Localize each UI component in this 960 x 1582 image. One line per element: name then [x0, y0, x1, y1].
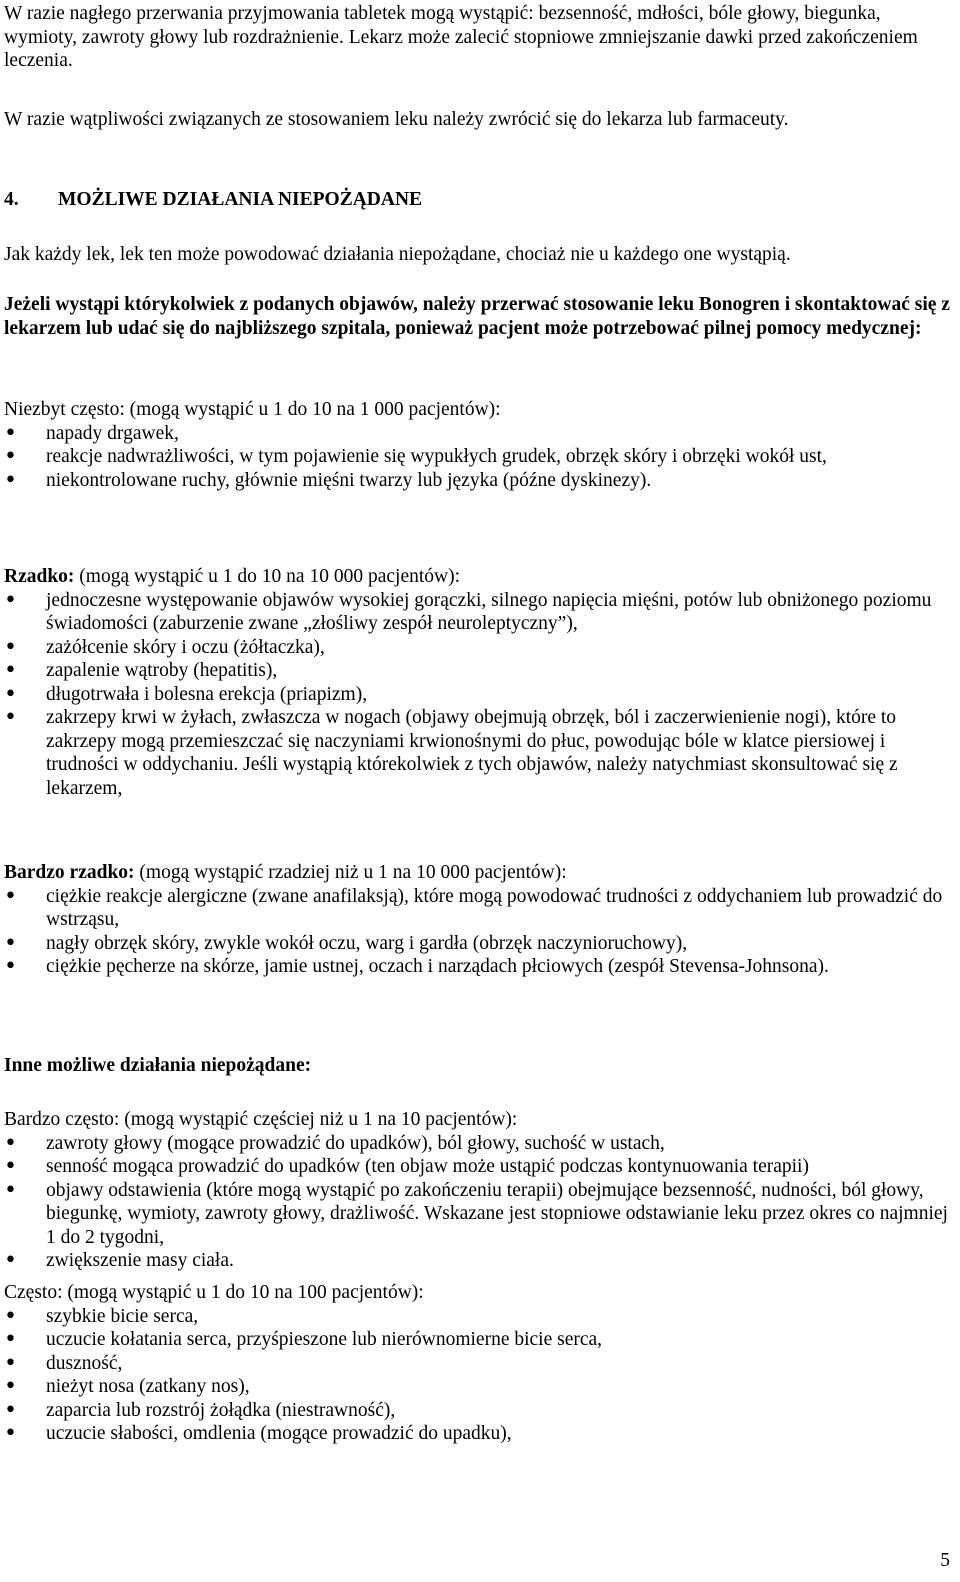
list-item: • uczucie kołatania serca, przyśpieszone lub nierównomierne bicie serca, [4, 1328, 954, 1352]
list-item: • zaparcia lub rozstrój żołądka (niestrawność), [4, 1399, 954, 1423]
page-number: 5 [940, 1550, 950, 1571]
rare-list [4, 589, 954, 801]
list-item: • zakrzepy krwi w żyłach, zwłaszcza w nogach (objawy obejmują obrzęk, ból i zaczerwienienie nogi), które to zakrzepy mogą przemieszczać się naczyniami krwionośnymi do płuc, powodując bóle w klatce piersiowej i trudności w oddychaniu. Jeśli wystąpią którekolwiek z tych objawów, należy natychmiast skonsultować się z lekarzem, [4, 706, 954, 800]
section-heading [4, 188, 954, 212]
uncommon-list [4, 422, 954, 493]
very-common-section [4, 1108, 954, 1273]
rare-heading [4, 565, 954, 589]
common-section [4, 1281, 954, 1446]
common-frequency: (mogą wystąpić u 1 do 10 na 100 pacjentów): [62, 1282, 424, 1303]
very-rare-section [4, 861, 954, 979]
section-title: MOŻLIWE DZIAŁANIA NIEPOŻĄDANE [58, 189, 423, 210]
list-item: • nagły obrzęk skóry, zwykle wokół oczu, warg i gardła (obrzęk naczynioruchowy), [4, 932, 954, 956]
very-rare-label: Bardzo rzadko: [4, 862, 135, 883]
rare-section [4, 565, 954, 800]
list-item: • zapalenie wątroby (hepatitis), [4, 659, 954, 683]
paragraph-withdrawal: W razie nagłego przerwania przyjmowania tabletek mogą wystąpić: bezsenność, mdłości, bóle głowy, biegunka, wymioty, zawroty głowy lub rozdrażnienie. Lekarz może zalecić stopniowe zmniejszanie dawki przed zakończeniem leczenia. [4, 3, 918, 71]
uncommon-heading [4, 398, 954, 422]
uncommon-frequency: (mogą wystąpić u 1 do 10 na 1 000 pacjentów): [124, 399, 501, 420]
paragraph-doubts: W razie wątpliwości związanych ze stosowaniem leku należy zwrócić się do lekarza lub farmaceuty. [4, 109, 789, 130]
rare-frequency: (mogą wystąpić u 1 do 10 na 10 000 pacjentów): [74, 566, 461, 587]
list-item: • nieżyt nosa (zatkany nos), [4, 1375, 954, 1399]
list-item: • objawy odstawienia (które mogą wystąpić po zakończeniu terapii) obejmujące bezsenność, nudności, ból głowy, biegunkę, wymioty, zawroty głowy, drażliwość. Wskazane jest stopniowe odstawianie leku przez okres co najmniej 1 do 2 tygodni, [4, 1179, 954, 1250]
list-item: • duszność, [4, 1352, 954, 1376]
very-rare-heading [4, 861, 954, 885]
list-item: • zwiększenie masy ciała. [4, 1249, 954, 1273]
list-item: • zawroty głowy (mogące prowadzić do upadków), ból głowy, suchość w ustach, [4, 1132, 954, 1156]
list-item: • jednoczesne występowanie objawów wysokiej gorączki, silnego napięcia mięśni, potów lub obniżonego poziomu świadomości (zaburzenie zwane „złośliwy zespół neuroleptyczny”), [4, 589, 954, 636]
common-heading [4, 1281, 954, 1305]
list-item: • reakcje nadwrażliwości, w tym pojawienie się wypukłych grudek, obrzęk skóry i obrzęki wokół ust, [4, 445, 954, 469]
very-common-list [4, 1132, 954, 1273]
rare-label: Rzadko: [4, 566, 75, 587]
list-item: • ciężkie pęcherze na skórze, jamie ustnej, oczach i narządach płciowych (zespół Stevensa-Johnsona). [4, 955, 954, 979]
list-item: • zażółcenie skóry i oczu (żółtaczka), [4, 636, 954, 660]
uncommon-section [4, 398, 954, 492]
very-common-frequency: (mogą wystąpić częściej niż u 1 na 10 pacjentów): [119, 1109, 518, 1130]
uncommon-label: Niezbyt często: [4, 399, 125, 420]
very-common-heading [4, 1108, 954, 1132]
section-number: 4. [4, 189, 19, 210]
common-label: Często: [4, 1282, 63, 1303]
list-item: • senność mogąca prowadzić do upadków (ten objaw może ustąpić podczas kontynuowania terapii) [4, 1155, 954, 1179]
paragraph-intro: Jak każdy lek, lek ten może powodować działania niepożądane, chociaż nie u każdego one wystąpią. [4, 244, 791, 265]
common-list [4, 1305, 954, 1446]
other-effects-heading: Inne możliwe działania niepożądane: [4, 1055, 312, 1076]
very-rare-list [4, 885, 954, 979]
list-item: • szybkie bicie serca, [4, 1305, 954, 1329]
very-common-label: Bardzo często: [4, 1109, 120, 1130]
list-item: • ciężkie reakcje alergiczne (zwane anafilaksją), które mogą powodować trudności z oddychaniem lub prowadzić do wstrząsu, [4, 885, 954, 932]
list-item: • uczucie słabości, omdlenia (mogące prowadzić do upadku), [4, 1422, 954, 1446]
list-item: • niekontrolowane ruchy, głównie mięśni twarzy lub języka (późne dyskinezy). [4, 469, 954, 493]
very-rare-frequency: (mogą wystąpić rzadziej niż u 1 na 10 000 pacjentów): [134, 862, 567, 883]
list-item: • napady drgawek, [4, 422, 954, 446]
list-item: • długotrwała i bolesna erekcja (priapizm), [4, 683, 954, 707]
paragraph-warning: Jeżeli wystąpi którykolwiek z podanych objawów, należy przerwać stosowanie leku Bonogren i skontaktować się z lekarzem lub udać się do najbliższego szpitala, ponieważ pacjent może potrzebować pilnej pomocy medycznej: [4, 294, 950, 339]
